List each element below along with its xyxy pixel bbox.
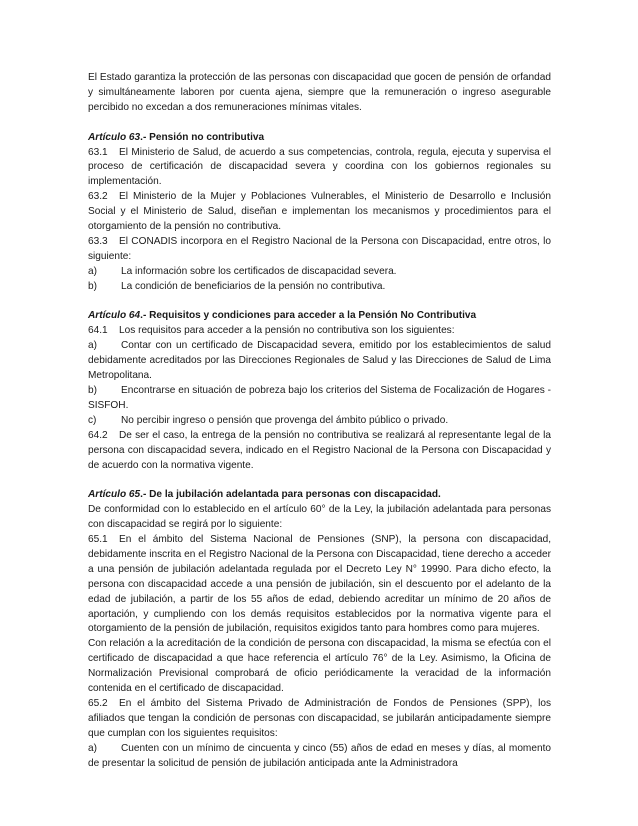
list-item-64-c: [88, 414, 551, 429]
spacer: [88, 116, 551, 131]
article-64-label: Artículo 64: [88, 310, 141, 322]
item-label: a): [88, 340, 97, 352]
list-item-63-b: [88, 280, 551, 295]
paragraph-63-2: [88, 190, 551, 235]
paragraph-number: 63.2: [88, 191, 108, 203]
paragraph-number: 64.1: [88, 325, 108, 337]
spacer: [88, 295, 551, 310]
article-64-heading: [88, 309, 551, 324]
paragraph-text: El CONADIS incorpora en el Registro Nacional de la Persona con Discapacidad, entre otros, lo siguiente:: [88, 235, 551, 262]
paragraph-65-1: [88, 533, 551, 637]
item-text: La condición de beneficiarios de la pensión no contributiva.: [121, 280, 386, 292]
paragraph-number: 63.1: [88, 146, 108, 158]
article-65-heading: [88, 488, 551, 503]
item-text: Encontrarse en situación de pobreza bajo los criterios del Sistema de Focalización de Hogares - SISFOH.: [88, 385, 551, 411]
list-item-63-a: [88, 265, 551, 280]
article-63-label: Artículo 63: [88, 131, 141, 143]
item-label: b): [88, 385, 97, 396]
list-item-64-a: [88, 339, 551, 384]
article-63-heading: [88, 131, 551, 146]
paragraph-number: 65.1: [88, 534, 108, 546]
paragraph-number: 65.2: [88, 698, 108, 710]
paragraph-65-2: [88, 697, 551, 742]
article-65-title: .- De la jubilación adelantada para personas con discapacidad.: [140, 489, 441, 501]
spacer: [88, 473, 551, 488]
item-text: La información sobre los certificados de discapacidad severa.: [121, 265, 397, 277]
paragraph-64-2: [88, 429, 551, 474]
paragraph-number: 63.3: [88, 235, 108, 247]
paragraph-64-1: [88, 324, 551, 339]
item-text: Cuenten con un mínimo de cincuenta y cinco (55) años de edad en meses y días, al momento de presentar la solicitud de pensión de jubilación anticipada ante la Administradora: [88, 742, 551, 769]
paragraph-text: En el ámbito del Sistema Nacional de Pensiones (SNP), la persona con discapacidad, debidamente inscrita en el Registro Nacional de la Persona con Discapacidad, tiene derecho a acceder a una pensión de jubilación adelantada regulada por el Decreto Ley N° 19990. Para dicho efecto, la persona con discapacidad accede a una pensión de jubilación, sin el descuento por el adelanto de la edad de jubilación, a partir de los 55 años de edad, debiendo acreditar un mínimo de 20 años de aportación, y cumpliendo con los demás requisitos establecidos por la normativa vigente para el otorgamiento de la pensión de jubilación, requisitos exigidos tanto para hombres como para mujeres.: [88, 534, 551, 635]
item-label: c): [88, 414, 97, 426]
paragraph-text: De ser el caso, la entrega de la pensión no contributiva se realizará al representante legal de la persona con discapacidad severa, indicado en el Registro Nacional de la Persona con Discapacidad y de acuerdo con la normativa vigente.: [88, 429, 551, 471]
item-label: b): [88, 280, 97, 292]
list-item-64-b: [88, 384, 551, 414]
item-label: a): [88, 265, 97, 277]
paragraph-65-1-continued: Con relación a la acreditación de la condición de persona con discapacidad, la misma se efectúa con el certificado de discapacidad a que hace referencia el artículo 76° de la Ley. Asimismo, la Oficina de Normalización Previsional comprobará de oficio periódicamente la veracidad de la información contenida en el certificado de discapacidad.: [88, 638, 551, 695]
paragraph-63-1: [88, 146, 551, 191]
item-label: a): [88, 742, 97, 754]
paragraph-63-3: [88, 235, 551, 265]
paragraph-text: El Ministerio de la Mujer y Poblaciones Vulnerables, el Ministerio de Desarrollo e Inclusión Social y el Ministerio de Salud, diseñan e implementan los mecanismos y procedimientos para el otorgamiento de la pensión no contributiva.: [88, 191, 551, 233]
paragraph-number: 64.2: [88, 429, 108, 441]
intro-paragraph: El Estado garantiza la protección de las personas con discapacidad que gocen de pensión de orfandad y simultáneamente laboren por cuenta ajena, siempre que la remuneración o ingreso asegurable percibido no excedan a dos remuneraciones mínimas vitales.: [88, 72, 551, 113]
paragraph-text: En el ámbito del Sistema Privado de Administración de Fondos de Pensiones (SPP), los afiliados que tengan la condición de personas con discapacidad, se jubilarán anticipadamente siempre que cumplan con los siguientes requisitos:: [88, 698, 551, 739]
article-63-title: .- Pensión no contributiva: [140, 131, 265, 143]
article-65-label: Artículo 65: [88, 489, 141, 501]
article-64-title: .- Requisitos y condiciones para acceder a la Pensión No Contributiva: [140, 310, 477, 322]
item-text: Contar con un certificado de Discapacidad severa, emitido por los establecimientos de salud debidamente acreditados por las Direcciones Regionales de Salud y las Direcciones de Salud de Lima Metropolitana.: [88, 340, 551, 382]
paragraph-text: Los requisitos para acceder a la pensión no contributiva son los siguientes:: [119, 325, 455, 337]
article-65-intro: De conformidad con lo establecido en el artículo 60° de la Ley, la jubilación adelantada para personas con discapacidad se regirá por lo siguiente:: [88, 504, 551, 531]
list-item-65-a: [88, 742, 551, 772]
paragraph-text: El Ministerio de Salud, de acuerdo a sus competencias, controla, regula, ejecuta y supervisa el proceso de certificación de discapacidad severa y coordina con los gobiernos regionales su implementación.: [88, 146, 551, 188]
item-text: No percibir ingreso o pensión que provenga del ámbito público o privado.: [121, 414, 449, 426]
